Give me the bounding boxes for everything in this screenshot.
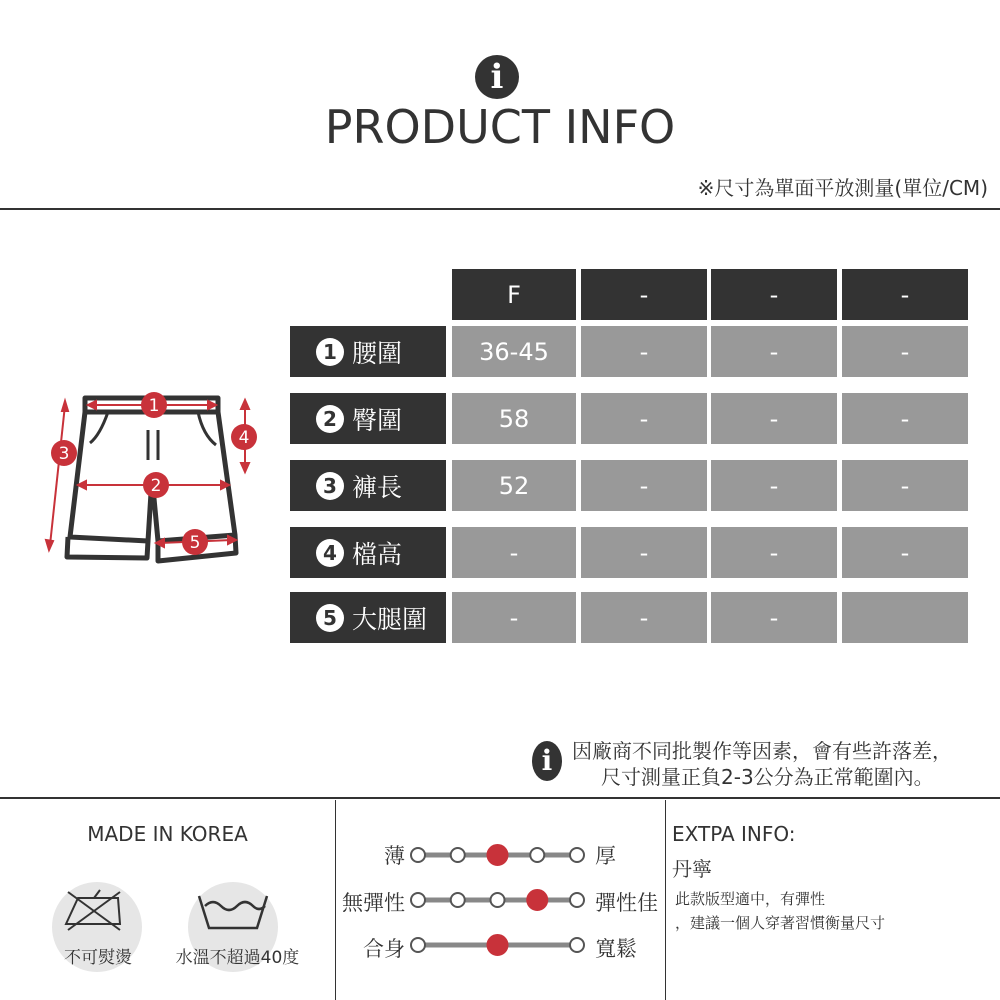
marker-5-label: 5 [189, 533, 201, 553]
disclaimer-line-2: 尺寸測量正負2-3公分為正常範圍內。 [601, 765, 934, 789]
extra-info-title: EXTPA INFO: [672, 822, 796, 846]
table-cell: - [711, 393, 837, 444]
scale-dot-selected [488, 845, 508, 865]
table-cell: - [842, 326, 968, 377]
no-iron-label: 不可熨燙 [64, 948, 132, 968]
row-number: 4 [316, 539, 344, 567]
measurement-note: ※尺寸為單面平放測量(單位/CM) [697, 176, 988, 200]
table-cell: - [581, 592, 707, 643]
scale-dot [570, 938, 584, 952]
row-label-thigh [290, 592, 446, 643]
row-label-text: 腰圍 [352, 338, 403, 368]
scale-dot [411, 848, 425, 862]
marker-4-label: 4 [238, 428, 250, 448]
scale-dot [411, 938, 425, 952]
table-cell: - [842, 527, 968, 578]
scale-dot [451, 893, 465, 907]
scale-dot [491, 893, 505, 907]
row-number: 5 [316, 604, 344, 632]
column-divider-2 [665, 800, 666, 1000]
info-icon: i [475, 55, 519, 99]
marker-1-label: 1 [148, 396, 160, 416]
row-label-hip [290, 393, 446, 444]
extra-info-desc-2: ，建議一個人穿著習慣衡量尺寸 [675, 914, 886, 932]
table-cell: - [711, 460, 837, 511]
scale-right-label-fit: 寬鬆 [595, 937, 637, 961]
row-label-length [290, 460, 446, 511]
extra-info-desc-1: 此款版型適中，有彈性 [675, 890, 826, 908]
scale-dot [570, 893, 584, 907]
scale-dot-selected [527, 890, 547, 910]
row-label-text: 褲長 [352, 472, 403, 502]
marker-2-label: 2 [150, 476, 162, 496]
table-cell: - [842, 393, 968, 444]
fly-line [148, 430, 158, 460]
table-cell: - [581, 460, 707, 511]
table-cell: 36-45 [452, 326, 576, 377]
scale-right-label-stretch: 彈性佳 [595, 891, 658, 915]
scale-left-label-fit: 合身 [363, 937, 405, 961]
scale-left-label-stretch: 無彈性 [342, 891, 405, 915]
column-header: F [452, 269, 576, 320]
footer-divider [0, 797, 1000, 799]
shorts-diagram [40, 385, 270, 575]
disclaimer-info-icon: i [532, 741, 562, 781]
scale-dot [411, 893, 425, 907]
header-divider [0, 208, 1000, 210]
table-cell: - [581, 326, 707, 377]
scale-dot-selected [488, 935, 508, 955]
table-cell [842, 592, 968, 643]
table-cell: - [711, 592, 837, 643]
page-title: PRODUCT INFO [324, 100, 676, 154]
marker-3-label: 3 [58, 444, 70, 464]
table-cell: 58 [452, 393, 576, 444]
table-cell: - [452, 527, 576, 578]
scale-dot [530, 848, 544, 862]
row-number: 1 [316, 338, 344, 366]
extra-info-fabric: 丹寧 [672, 857, 712, 881]
table-cell: - [842, 460, 968, 511]
scale-dot [451, 848, 465, 862]
scale-left-label-thickness: 薄 [384, 844, 405, 868]
scale-dot [570, 848, 584, 862]
row-label-waist [290, 326, 446, 377]
row-label-rise [290, 527, 446, 578]
scale-right-label-thickness: 厚 [595, 844, 616, 868]
no-iron-icon [58, 886, 128, 936]
table-cell: - [711, 527, 837, 578]
table-cell: - [452, 592, 576, 643]
table-cell: 52 [452, 460, 576, 511]
disclaimer-line-1: 因廠商不同批製作等因素，會有些許落差， [572, 739, 952, 763]
left-pocket [90, 412, 108, 443]
wash-40-label: 水溫不超過40度 [175, 948, 300, 968]
column-header: - [711, 269, 837, 320]
column-divider-1 [335, 800, 336, 1000]
table-cell: - [581, 527, 707, 578]
row-label-text: 大腿圍 [352, 604, 428, 634]
row-label-text: 臀圍 [352, 405, 403, 435]
wash-40-icon [193, 888, 273, 938]
table-cell: - [581, 393, 707, 444]
column-header: - [842, 269, 968, 320]
row-label-text: 檔高 [352, 539, 403, 569]
origin-label: MADE IN KOREA [87, 822, 248, 846]
fabric-scales [405, 835, 590, 965]
column-header: - [581, 269, 707, 320]
table-cell: - [711, 326, 837, 377]
row-number: 3 [316, 472, 344, 500]
right-pocket [198, 412, 216, 445]
row-number: 2 [316, 405, 344, 433]
